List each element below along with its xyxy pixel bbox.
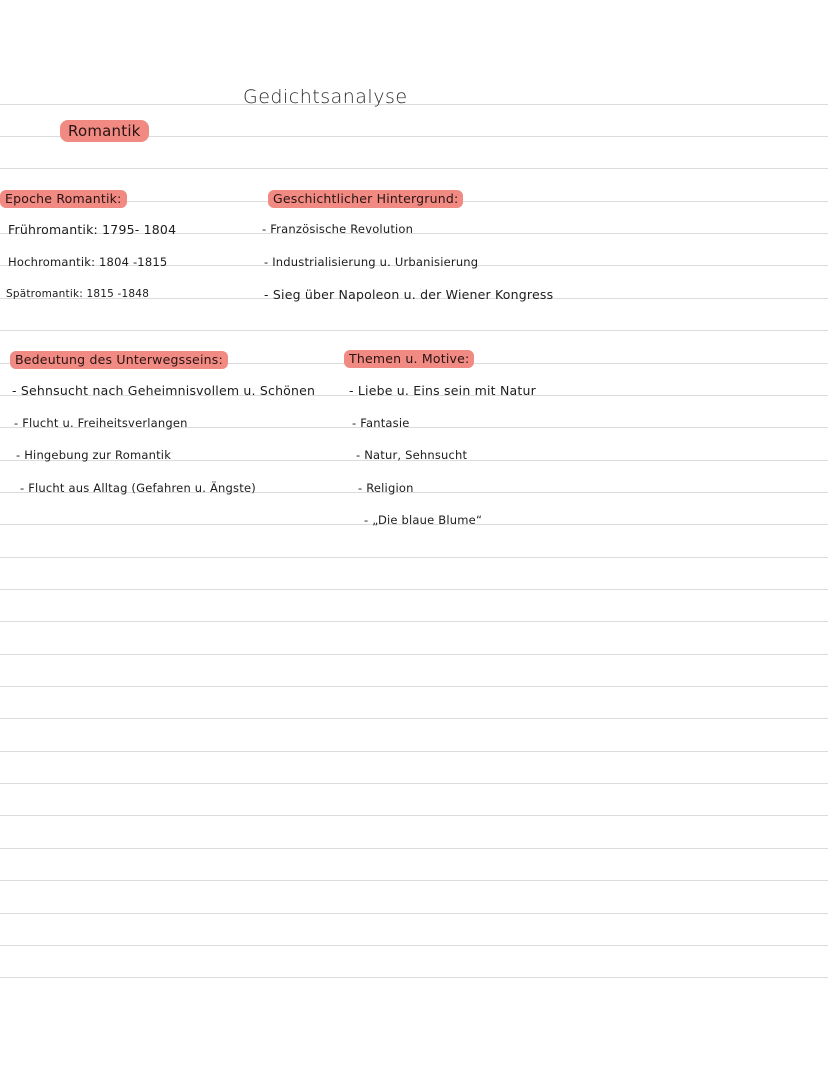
ruled-line [0, 104, 828, 105]
ruled-line [0, 880, 828, 881]
list-item: - Sieg über Napoleon u. der Wiener Kongress [264, 287, 554, 302]
ruled-line [0, 913, 828, 914]
list-item: - Industrialisierung u. Urbanisierung [264, 255, 479, 269]
list-item: - Französische Revolution [262, 222, 414, 236]
epoche-heading: Epoche Romantik: [0, 190, 127, 208]
list-item: Frühromantik: 1795- 1804 [8, 222, 177, 237]
topic-highlight: Romantik [60, 120, 149, 142]
list-item: - Fantasie [352, 416, 410, 430]
ruled-line [0, 330, 828, 331]
ruled-line [0, 718, 828, 719]
ruled-line [0, 751, 828, 752]
list-item: - Natur, Sehnsucht [356, 448, 468, 462]
hintergrund-heading: Geschichtlicher Hintergrund: [268, 190, 463, 208]
ruled-line [0, 945, 828, 946]
ruled-line [0, 848, 828, 849]
list-item: Spätromantik: 1815 -1848 [6, 288, 150, 300]
page-title: Gedichtsanalyse [243, 86, 408, 108]
ruled-line [0, 589, 828, 590]
themen-heading: Themen u. Motive: [344, 350, 474, 368]
ruled-line [0, 621, 828, 622]
ruled-line [0, 783, 828, 784]
list-item: Hochromantik: 1804 -1815 [8, 255, 168, 269]
list-item: - Religion [358, 481, 414, 495]
ruled-line [0, 168, 828, 169]
list-item: - Liebe u. Eins sein mit Natur [349, 383, 536, 398]
ruled-line [0, 977, 828, 978]
ruled-line [0, 654, 828, 655]
ruled-line [0, 815, 828, 816]
list-item: - Flucht u. Freiheitsverlangen [14, 416, 188, 430]
list-item: - Flucht aus Alltag (Gefahren u. Ängste) [20, 481, 256, 495]
ruled-line [0, 557, 828, 558]
bedeutung-heading: Bedeutung des Unterwegsseins: [10, 351, 228, 369]
ruled-line [0, 686, 828, 687]
list-item: - „Die blaue Blume“ [364, 513, 483, 527]
list-item: - Sehnsucht nach Geheimnisvollem u. Schönen [12, 383, 316, 398]
list-item: - Hingebung zur Romantik [16, 448, 172, 462]
